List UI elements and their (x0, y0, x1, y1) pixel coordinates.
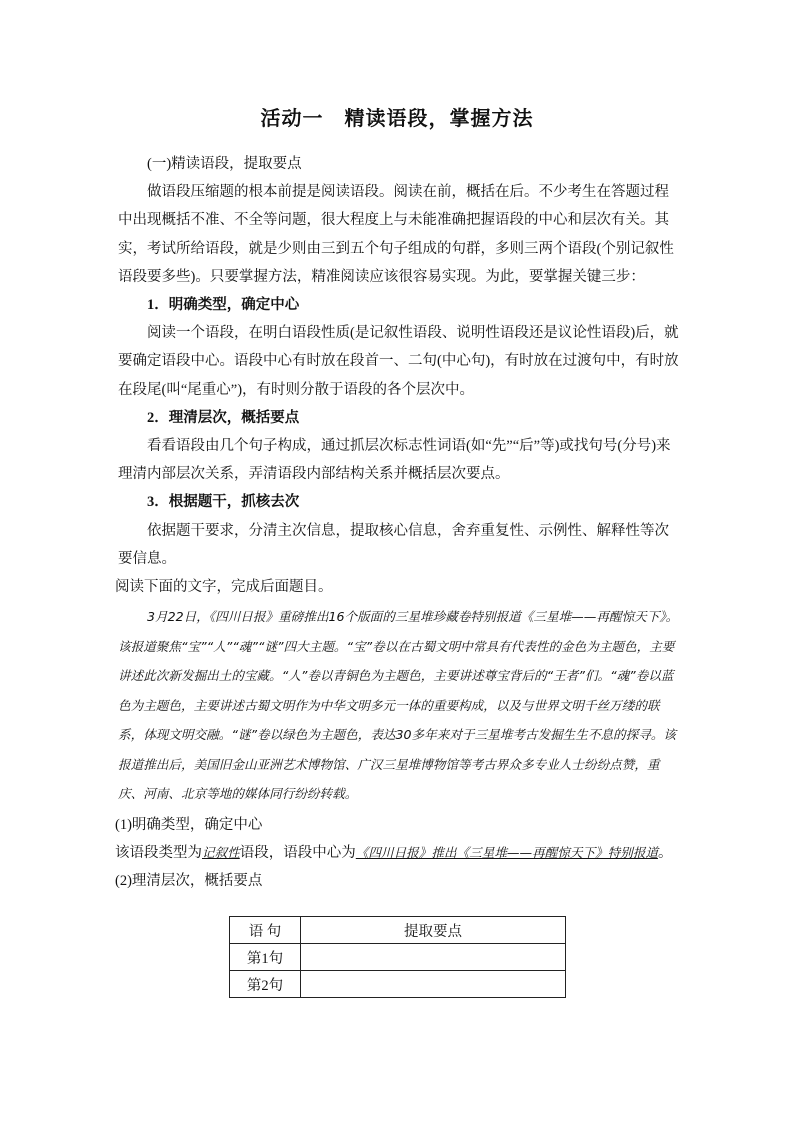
points-table (229, 916, 566, 998)
table-cell: 第1句 (230, 944, 301, 971)
table-row (230, 944, 566, 971)
answer-suffix: 。 (658, 844, 673, 861)
answer-mid: 语段，语段中心为 (239, 844, 356, 861)
answer-center: 《四川日报》推出《三星堆——再醒惊天下》特别报道 (355, 844, 659, 860)
step1-heading: 1．明确类型，确定中心 (147, 297, 300, 314)
answer-type: 记叙性 (202, 844, 240, 860)
intro-paragraph: 做语段压缩题的根本前提是阅读语段。阅读在前，概括在后。不少考生在答题过程中出现概括不准、不全等问题，很大程度上与未能准确把握语段的中心和层次有关。其实，考试所给语段，就是少则由三到五个句子组成的句群，多则三两个语段(个别记叙性语段要多些)。只要掌握方法，精准阅读应该很容易实现。为此，要掌握关键三步： (118, 184, 674, 285)
question1-answer (115, 839, 680, 867)
step3-heading: 3．根据题干，抓核去次 (147, 494, 300, 511)
exercise-instruction: 阅读下面的文字，完成后面题目。 (115, 579, 333, 596)
page-title: 活动一 精读语段，掌握方法 (260, 106, 534, 130)
table-cell[interactable] (301, 944, 566, 971)
answer-prefix: 该语段类型为 (115, 844, 202, 861)
table-row (230, 971, 566, 998)
question1-heading: (1)明确类型，确定中心 (115, 816, 263, 833)
document-body (115, 150, 680, 895)
table-cell: 第2句 (230, 971, 301, 998)
step1-paragraph: 阅读一个语段，在明白语段性质(是记叙性语段、说明性语段还是议论性语段)后，就要确定语段中心。语段中心有时放在段首一、二句(中心句)，有时放在过渡句中，有时放在段尾(叫“尾重心”)，有时则分散于语段的各个层次中。 (118, 325, 679, 398)
question2-heading: (2)理清层次，概括要点 (115, 873, 263, 890)
table-cell[interactable] (301, 971, 566, 998)
table-header: 提取要点 (301, 917, 566, 944)
table-header-row (230, 917, 566, 944)
table-header: 语 句 (230, 917, 301, 944)
reading-passage: 3月22日，《四川日报》重磅推出16个版面的三星堆珍藏卷特别报道《三星堆——再醒惊天下》。该报道聚焦“宝”“人”“魂”“谜”四大主题。“宝”卷以在古蜀文明中常具有代表性的金色为主题色，主要讲述此次新发掘出土的宝藏。“人”卷以青铜色为主题色，主要讲述尊宝背后的“王者”们。“魂”卷以蓝色为主题色，主要讲述古蜀文明作为中华文明多元一体的重要构成，以及与世界文明千丝万缕的联系，体现文明交融。“谜”卷以绿色为主题色，表达30多年来对于三星堆考古发掘生生不息的探寻。该报道推出后，美国旧金山亚洲艺术博物馆、广汉三星堆博物馆等考古界众多专业人士纷纷点赞，重庆、河南、北京等地的媒体同行纷纷转载。 (118, 609, 679, 802)
step2-heading: 2．理清层次，概括要点 (147, 409, 300, 426)
section-heading: (一)精读语段，提取要点 (147, 156, 302, 172)
step2-paragraph: 看看语段由几个句子构成，通过抓层次标志性词语(如“先”“后”等)或找句号(分号)来理清内部层次关系，弄清语段内部结构关系并概括层次要点。 (118, 438, 671, 483)
step3-paragraph: 依据题干要求，分清主次信息，提取核心信息，舍弃重复性、示例性、解释性等次要信息。 (118, 522, 669, 567)
